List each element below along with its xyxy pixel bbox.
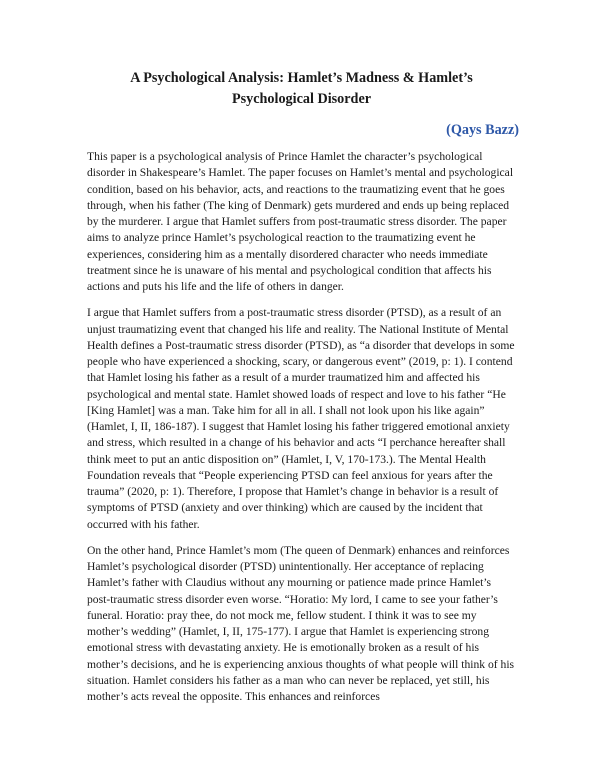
paragraph-ptsd-argument: I argue that Hamlet suffers from a post-traumatic stress disorder (PTSD), as a result of an unjust traumatizing event that changed his life and reality. The National Institute of Mental Health defines a Post-traumatic stress disorder (PTSD), as “a disorder that develops in some people who have experienced a shocking, scary, or dangerous event” (2019, p: 1). I contend that Hamlet losing his father as a result of a murder traumatized him and affected his psychological and mental state. Hamlet showed loads of respect and love to his father “He [King Hamlet] was a man. Take him for all in all. I shall not look upon his like again” (Hamlet, I, II, 186-187). I suggest that Hamlet losing his father triggered emotional anxiety and stress, which resulted in a change of his behavior and acts “I perchance hereafter shall think meet to put an antic disposition on” (Hamlet, I, V, 170-173.). The Mental Health Foundation reveals that “People experiencing PTSD can feel anxious for years after the trauma” (2020, p: 1). Therefore, I propose that Hamlet’s change in behavior is a result of symptoms of PTSD (anxiety and over thinking) which are caused by the incident that occurred with his father. — [87, 306, 515, 531]
paragraph-mother-influence: On the other hand, Prince Hamlet’s mom (The queen of Denmark) enhances and reinforces Hamlet’s psychological disorder (PTSD) unintentionally. Her acceptance of replacing Hamlet’s father with Claudius without any mourning or patience made prince Hamlet’s post-traumatic stress disorder even worse. “Horatio: My lord, I came to see your father’s funeral. Horatio: pray thee, do not mock me, fellow student. I think it was to see my mother’s wedding” (Hamlet, I, II, 175-177). I argue that Hamlet is experiencing strong emotional stress with devastating anxiety. He is emotionally broken as a result of his mother’s decisions, and he is experiencing anxious thoughts of what people will think of his situation. Hamlet considers his father as a man who can never be replaced, yet still, his mother’s acts reveal the opposite. This enhances and reinforces — [87, 543, 515, 703]
paragraph-abstract: This paper is a psychological analysis of Prince Hamlet the character’s psychological disorder in Shakespeare’s Hamlet. The paper focuses on Hamlet’s mental and psychological condition, based on his behavior, acts, and reactions to the traumatizing event that he goes through, when his father (The king of Denmark) gets murdered and ends up being replaced by the murderer. I argue that Hamlet suffers from post-traumatic stress disorder. The paper aims to analyze prince Hamlet’s psychological reaction to the traumatizing event he experiences, considering him as a mentally disordered character who needs immediate treatment since he is unaware of his mental and psychological condition that affects his actions and puts his life and the life of others in danger. — [87, 150, 514, 293]
author-name: (Qays Bazz) — [446, 122, 519, 138]
paper-title: A Psychological Analysis: Hamlet’s Madness & Hamlet’s Psychological Disorder — [130, 70, 473, 107]
